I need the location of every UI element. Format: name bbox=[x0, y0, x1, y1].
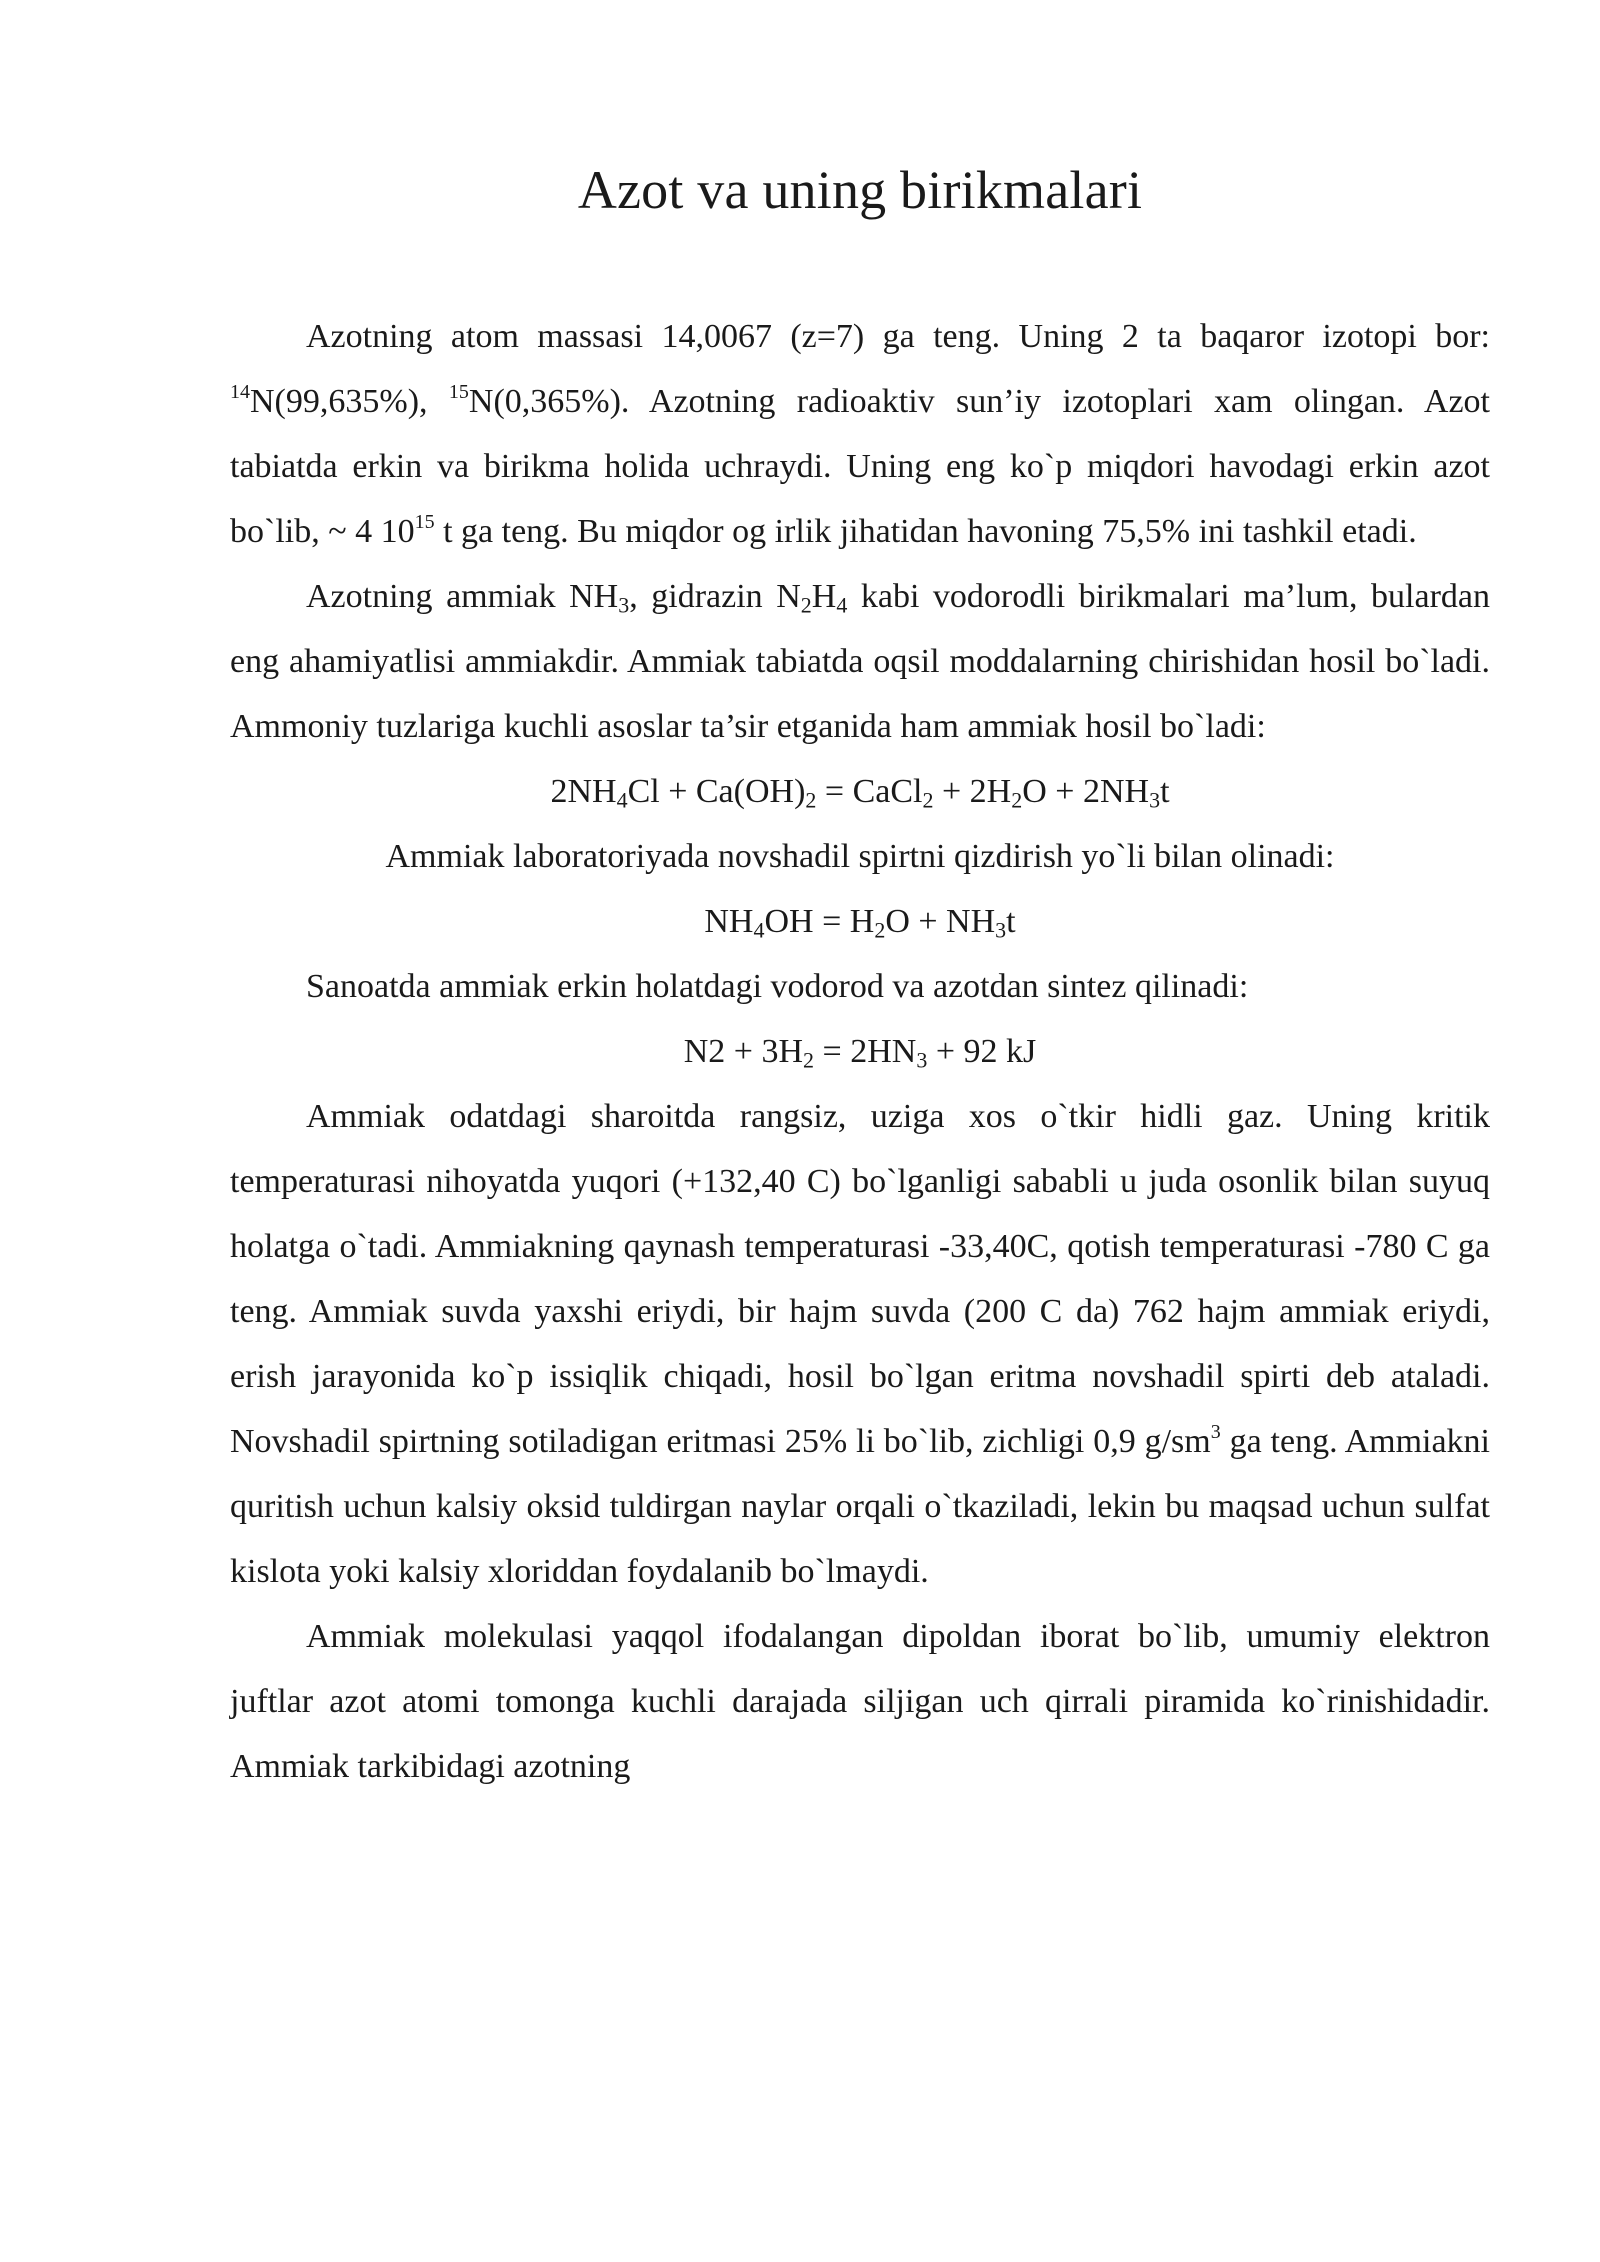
paragraph-molecule: Ammiak molekulasi yaqqol ifodalangan dipoldan iborat bo`lib, umumiy elektron juftlar azot atomi tomonga kuchli darajada siljigan uch qirrali piramida ko`rinishidadir. Ammiak tarkibidagi azotning bbox=[230, 1618, 1490, 1785]
paragraph-industrial-synthesis: Sanoatda ammiak erkin holatdagi vodorod va azotdan sintez qilinadi: bbox=[306, 968, 1249, 1005]
laboratory-line: Ammiak laboratoriyada novshadil spirtni qizdirish yo`li bilan olinadi: bbox=[385, 838, 1335, 875]
equation-ammonium-hydroxide: $NH_4OH = H_2O + NH_3t$ bbox=[704, 903, 1016, 943]
paragraph-properties: Ammiak odatdagi sharoitda rangsiz, uziga xos o`tkir hidli gaz. Uning kritik temperaturasi nihoyatda yuqori (+132,40 C) bo`lganligi sababli u juda osonlik bilan suyuq holatga o`tadi. Ammiakning qaynash temperaturasi -33,40C, qotish temperaturasi -780 C ga teng. Ammiak suvda yaxshi eriydi, bir hajm suvda (200 C da) 762 hajm ammiak eriydi, erish jarayonida ko`p issiqlik chiqadi, hosil bo`lgan eritma novshadil spirti deb ataladi. Novshadil spirtning sotiladigan eritmasi 25% li bo`lib, zichligi 0,9 $g/sm^3$ ga teng. Ammiakni quritish uchun kalsiy oksid tuldirgan naylar orqali o`tkaziladi, lekin bu maqsad uchun sulfat kislota yoki kalsiy xloriddan foydalanib bo`lmaydi. bbox=[230, 1098, 1491, 1590]
superscript: 15 bbox=[414, 511, 435, 533]
paragraph-isotopes: Azotning atom massasi 14,0067 (z=7) ga teng. Uning 2 ta baqaror izotopi bor: $^{14}$N(99,635%), $^{15}$N(0,365%). Azotning radioaktiv sun’iy izotoplari xam olingan. Azot tabiatda erkin va birikma holida uchraydi. Uning eng ko`p miqdori havodagi erkin azot bo`lib, ~ 4 $10^{15}$ t ga teng. Bu miqdor og irlik jihatidan havoning 75,5% ini tashkil etadi. bbox=[230, 318, 1490, 550]
superscript: 15 bbox=[448, 381, 469, 403]
superscript: 14 bbox=[230, 381, 250, 403]
subscript: 2 bbox=[800, 592, 812, 618]
subscript: 4 bbox=[836, 592, 848, 618]
equation-ammonium-chloride: $2NH_4Cl + Ca(OH)_2$ = CaCl$_2$ + $2H_2O + 2NH_3t$ bbox=[550, 773, 1170, 813]
document-page bbox=[230, 150, 1490, 1799]
subscript: 3 bbox=[618, 592, 630, 618]
superscript: 3 bbox=[1210, 1421, 1221, 1443]
paragraph-hydrogen-compounds: Azotning ammiak $NH_3$, gidrazin $N_2H_4$ kabi vodorodli birikmalari ma’lum, bulardan eng ahamiyatlisi ammiakdir. Ammiak tabiatda oqsil moddalarning chirishidan hosil bo`ladi. Ammoniy tuzlariga kuchli asoslar ta’sir etganida ham ammiak hosil bo`ladi: bbox=[230, 578, 1491, 745]
equation-synthesis: $N2 + 3H_2 = 2HN_3 + 92$ kJ bbox=[683, 1033, 1037, 1073]
document-title: Azot va uning birikmalari bbox=[577, 160, 1143, 220]
